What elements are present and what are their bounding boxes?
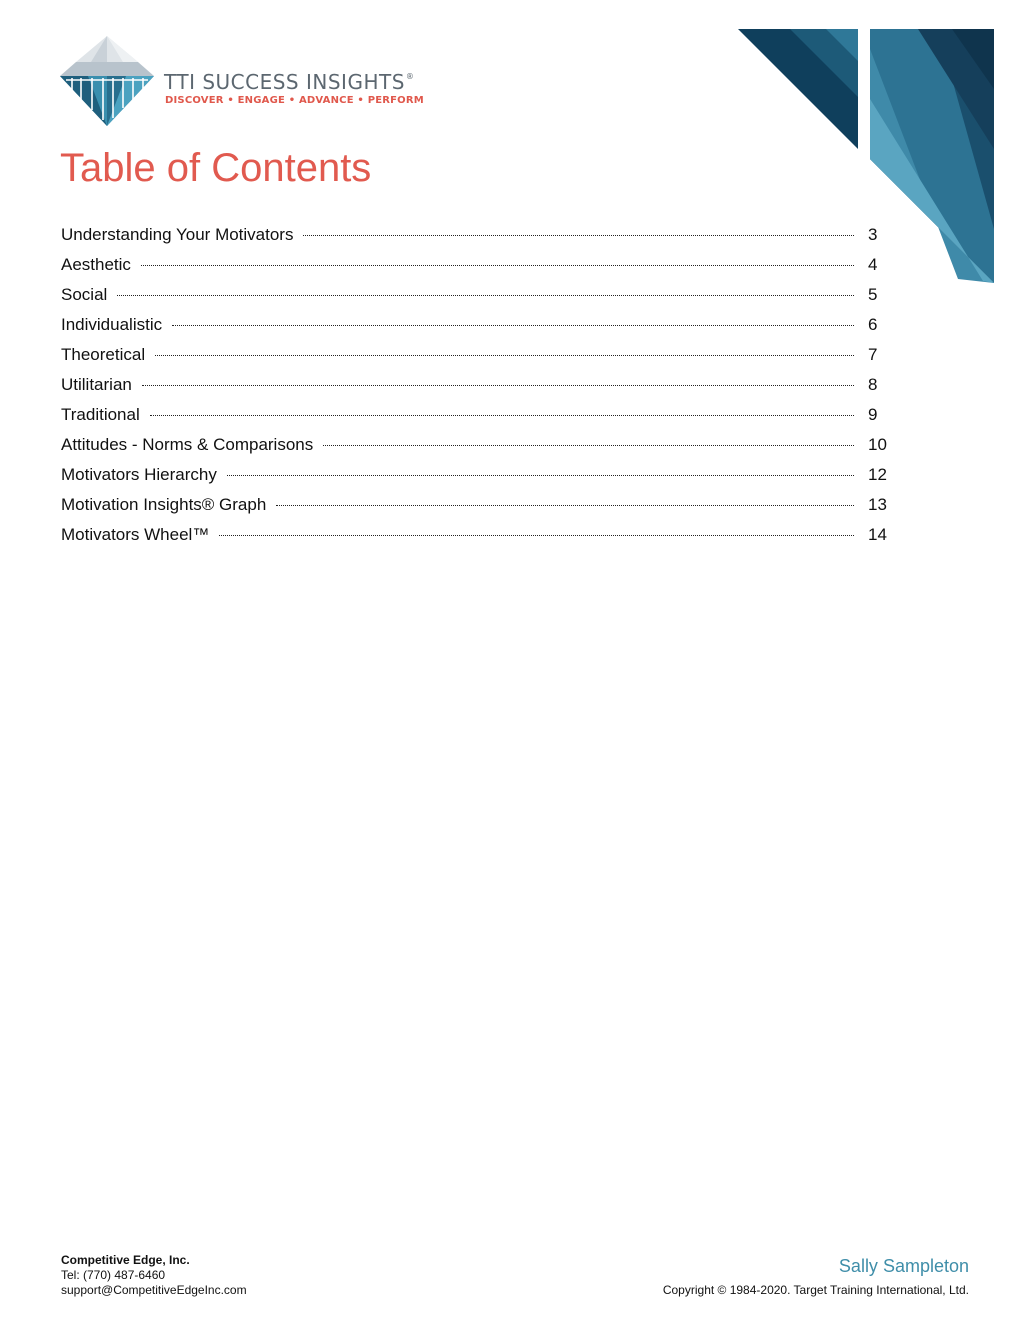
toc-entry-title: Individualistic [61, 315, 163, 334]
toc-page-number: 13 [868, 495, 887, 514]
toc-entry-title: Social [61, 285, 108, 304]
toc-page-number: 10 [868, 435, 887, 454]
brand-tagline: DISCOVER • ENGAGE • ADVANCE • PERFORM [165, 95, 424, 106]
toc-entry-title: Motivation Insights® Graph [61, 495, 267, 514]
dot-leader [172, 324, 854, 326]
dot-leader [219, 534, 854, 536]
toc-page-number: 12 [868, 465, 887, 484]
toc-entry[interactable] [61, 522, 887, 552]
toc-entry[interactable] [61, 462, 887, 492]
toc-entry-title: Traditional [61, 405, 140, 424]
toc-entry-title: Motivators Wheel™ [61, 525, 210, 544]
toc-page-number: 14 [868, 525, 887, 544]
toc-entry[interactable] [61, 282, 887, 312]
footer-report-info [663, 1254, 969, 1297]
toc-page-number: 5 [868, 285, 878, 304]
table-of-contents [61, 222, 887, 552]
dot-leader [150, 414, 854, 416]
toc-page-number: 4 [868, 255, 878, 274]
toc-entry[interactable] [61, 372, 887, 402]
brand-logo [58, 34, 438, 130]
toc-entry[interactable] [61, 312, 887, 342]
toc-page-number: 3 [868, 225, 878, 244]
toc-page-number: 8 [868, 375, 878, 394]
copyright-notice: Copyright © 1984-2020. Target Training International, Ltd. [662, 1283, 969, 1297]
toc-entry[interactable] [61, 432, 887, 462]
toc-entry-title: Understanding Your Motivators [61, 225, 294, 244]
toc-entry[interactable] [61, 492, 887, 522]
brand-name: TTI SUCCESS INSIGHTS® [164, 70, 415, 94]
toc-entry[interactable] [61, 252, 887, 282]
toc-entry-title: Theoretical [61, 345, 146, 364]
toc-entry-title: Utilitarian [61, 375, 132, 394]
page-title: Table of Contents [60, 146, 372, 190]
toc-entry-title: Attitudes - Norms & Comparisons [61, 435, 314, 454]
toc-page-number: 9 [868, 405, 878, 424]
dot-leader [227, 474, 854, 476]
dot-leader [276, 504, 854, 506]
dot-leader [142, 384, 854, 386]
footer-phone: Tel: (770) 487-6460 [61, 1268, 166, 1282]
toc-entry[interactable] [61, 402, 887, 432]
dot-leader [141, 264, 854, 266]
toc-entry[interactable] [61, 222, 887, 252]
footer-contact [61, 1253, 247, 1298]
dot-leader [323, 444, 854, 446]
toc-entry-title: Motivators Hierarchy [61, 465, 217, 484]
toc-entry-title: Aesthetic [61, 255, 131, 274]
toc-page-number: 6 [868, 315, 878, 334]
footer-company-name: Competitive Edge, Inc. [61, 1253, 190, 1267]
toc-entry[interactable] [61, 342, 887, 372]
dot-leader [155, 354, 854, 356]
toc-page-number: 7 [868, 345, 878, 364]
diamond-logo-icon [58, 34, 156, 128]
dot-leader [117, 294, 854, 296]
respondent-name: Sally Sampleton [838, 1256, 969, 1276]
footer-email: support@CompetitiveEdgeInc.com [61, 1283, 247, 1297]
dot-leader [303, 234, 854, 236]
